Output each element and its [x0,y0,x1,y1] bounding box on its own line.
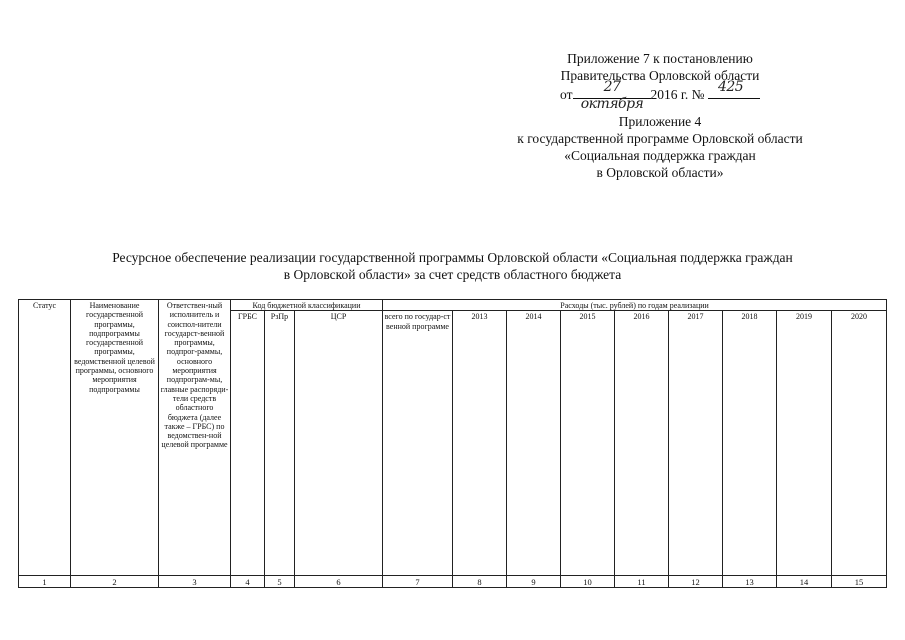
col-number: 8 [453,576,507,588]
title-line1: Ресурсное обеспечение реализации государственной программы Орловской области «Социальная поддержка граждан [112,250,793,265]
government-line: Правительства Орловской области [560,68,760,83]
column-numbers-row [19,576,887,588]
col-number: 5 [265,576,295,588]
group-expenses: Расходы (тыс. рублей) по годам реализации [383,300,887,311]
col-number: 1 [19,576,71,588]
col-year-2015: 2015 [561,311,615,576]
appendix7-line: Приложение 7 к постановлению [567,51,753,66]
title-line2: в Орловской области» за счет средств областного бюджета [283,267,622,282]
col-grbs: ГРБС [231,311,265,576]
col-year-2013: 2013 [453,311,507,576]
date-handwritten: 27 октября [580,79,644,112]
program-name-line1: «Социальная поддержка граждан [564,148,756,163]
year-suffix: 2016 г. № [650,87,705,102]
decree-header [480,50,840,112]
col-executor: Ответствен-ный исполнитель и соиспол-нители государст-венной программы, подпрог-раммы, основного мероприятия подпрограм-мы, главные распоряди-тели средств областного бюджета (далее также – ГРБС) по ведомствен-ной целевой программе [159,300,231,576]
appendix4-line: Приложение 4 [618,114,702,129]
col-number: 12 [669,576,723,588]
col-number: 11 [615,576,669,588]
col-total: всего по государ-ственной программе [383,311,453,576]
col-year-2020: 2020 [832,311,887,576]
col-status: Статус [19,300,71,576]
program-name-line2: в Орловской области» [596,165,724,180]
col-number: 7 [383,576,453,588]
date-number-line [480,79,840,112]
number-handwritten: 425 [717,79,744,95]
col-csr: ЦСР [295,311,383,576]
col-year-2014: 2014 [507,311,561,576]
document-title [40,249,865,283]
col-number: 13 [723,576,777,588]
date-handwritten-field [573,79,651,112]
number-handwritten-field [708,79,760,99]
col-name: Наименование государственной программы, подпрограммы государственной программы, ведомственной целевой программы, основного мероприятия подпрограммы [71,300,159,576]
group-budget-code: Код бюджетной классификации [231,300,383,311]
col-number: 9 [507,576,561,588]
col-year-2016: 2016 [615,311,669,576]
header-row-1 [19,300,887,311]
col-rzpr: РзПр [265,311,295,576]
col-number: 6 [295,576,383,588]
col-number: 2 [71,576,159,588]
resource-table [18,299,887,588]
program-header [480,113,840,181]
col-number: 3 [159,576,231,588]
col-year-2018: 2018 [723,311,777,576]
col-year-2019: 2019 [777,311,832,576]
col-number: 10 [561,576,615,588]
col-year-2017: 2017 [669,311,723,576]
col-number: 15 [832,576,887,588]
from-prefix: от [560,87,573,102]
to-program-line: к государственной программе Орловской области [517,131,803,146]
col-number: 14 [777,576,832,588]
col-number: 4 [231,576,265,588]
